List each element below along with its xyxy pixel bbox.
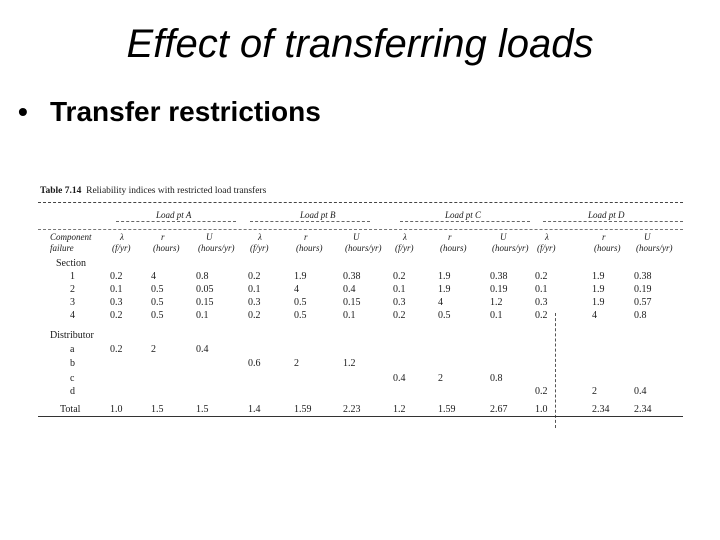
table-cell: 1.9 [438, 284, 451, 295]
table-cell: 4 [438, 297, 443, 308]
table-cell: 0.1 [196, 310, 209, 321]
table-cell: 0.2 [248, 310, 261, 321]
total-cell: 1.2 [393, 404, 406, 415]
metric-symbol-header: r [161, 232, 165, 242]
table-cell: 0.15 [343, 297, 361, 308]
table-cell: 1.9 [592, 271, 605, 282]
table-cell: 0.19 [634, 284, 652, 295]
metric-symbol-header: r [602, 232, 606, 242]
table-cell: 1.9 [438, 271, 451, 282]
table-cell: 0.38 [343, 271, 361, 282]
slide-title: Effect of transferring loads [126, 22, 594, 66]
row-label: c [70, 373, 75, 384]
scan-artifact-line [555, 313, 556, 428]
table-cell: 0.2 [535, 271, 548, 282]
table-cell: 0.4 [343, 284, 356, 295]
metric-symbol-header: λ [403, 232, 407, 242]
table-cell: 0.2 [110, 310, 123, 321]
table-top-rule [38, 202, 683, 203]
table-cell: 0.2 [110, 344, 123, 355]
table-cell: 0.1 [490, 310, 503, 321]
bullet-dot: • [18, 96, 28, 127]
row-label: 2 [70, 284, 75, 295]
total-cell: 2.67 [490, 404, 508, 415]
table-cell: 0.6 [248, 358, 261, 369]
table-bottom-rule [38, 416, 683, 417]
table-cell: 4 [294, 284, 299, 295]
metric-unit-header: (hours) [296, 243, 323, 253]
row-label: b [70, 358, 75, 369]
table-cell: 2 [151, 344, 156, 355]
table-cell: 2 [294, 358, 299, 369]
section-label: Section [56, 258, 86, 269]
table-cell: 0.3 [248, 297, 261, 308]
metric-symbol-header: r [448, 232, 452, 242]
table-cell: 0.2 [535, 310, 548, 321]
total-cell: 1.59 [438, 404, 456, 415]
table-cell: 2 [592, 386, 597, 397]
table-cell: 1.2 [490, 297, 503, 308]
table-cell: 0.8 [490, 373, 503, 384]
total-cell: 2.23 [343, 404, 361, 415]
table-cell: 0.5 [151, 284, 164, 295]
table-cell: 0.1 [110, 284, 123, 295]
total-cell: 1.59 [294, 404, 312, 415]
table-cell: 0.1 [343, 310, 356, 321]
table-cell: 4 [592, 310, 597, 321]
failure-header: failure [50, 243, 74, 253]
metric-unit-header: (hours) [440, 243, 467, 253]
total-cell: 2.34 [592, 404, 610, 415]
table-cell: 0.2 [535, 386, 548, 397]
table-cell: 1.9 [592, 297, 605, 308]
table-cell: 0.5 [294, 310, 307, 321]
table-cell: 0.3 [110, 297, 123, 308]
metric-unit-header: (hours) [594, 243, 621, 253]
metric-unit-header: (f/yr) [395, 243, 414, 253]
metric-unit-header: (f/yr) [537, 243, 556, 253]
table-cell: 0.2 [248, 271, 261, 282]
table-cell: 2 [438, 373, 443, 384]
metric-symbol-header: λ [545, 232, 549, 242]
group-underline-d [543, 221, 683, 222]
bullet-text: Transfer restrictions [50, 96, 321, 127]
total-cell: 1.5 [196, 404, 209, 415]
metric-unit-header: (f/yr) [250, 243, 269, 253]
group-underline-a [116, 221, 236, 222]
table-cell: 1.9 [592, 284, 605, 295]
metric-unit-header: (hours/yr) [345, 243, 382, 253]
row-label: 3 [70, 297, 75, 308]
metric-symbol-header: λ [120, 232, 124, 242]
table-cell: 0.5 [438, 310, 451, 321]
metric-symbol-header: U [206, 232, 213, 242]
metric-unit-header: (hours/yr) [198, 243, 235, 253]
table-cell: 0.38 [634, 271, 652, 282]
table-cell: 0.2 [110, 271, 123, 282]
group-header-c: Load pt C [445, 210, 482, 220]
total-cell: 1.0 [110, 404, 123, 415]
table-cell: 1.9 [294, 271, 307, 282]
metric-symbol-header: U [353, 232, 360, 242]
total-cell: 1.4 [248, 404, 261, 415]
table-cell: 0.38 [490, 271, 508, 282]
table-cell: 0.1 [535, 284, 548, 295]
table-cell: 0.5 [151, 297, 164, 308]
table-cell: 0.8 [196, 271, 209, 282]
reliability-table-image [38, 183, 683, 428]
group-header-d: Load pt D [588, 210, 625, 220]
table-cell: 0.3 [535, 297, 548, 308]
table-cell: 0.1 [393, 284, 406, 295]
table-caption-number: Table 7.14 [40, 186, 82, 196]
table-cell: 4 [151, 271, 156, 282]
metric-unit-header: (f/yr) [112, 243, 131, 253]
total-cell: 1.0 [535, 404, 548, 415]
header-rule [38, 229, 683, 230]
table-cell: 0.15 [196, 297, 214, 308]
table-cell: 0.4 [196, 344, 209, 355]
distributor-label: Distributor [50, 330, 94, 341]
row-label: 1 [70, 271, 75, 282]
table-caption [40, 186, 266, 196]
total-label: Total [60, 404, 81, 415]
table-cell: 0.5 [151, 310, 164, 321]
metric-unit-header: (hours/yr) [636, 243, 673, 253]
row-label: a [70, 344, 75, 355]
total-cell: 1.5 [151, 404, 164, 415]
table-cell: 0.5 [294, 297, 307, 308]
table-cell: 0.4 [393, 373, 406, 384]
metric-symbol-header: r [304, 232, 308, 242]
group-underline-c [400, 221, 530, 222]
metric-unit-header: (hours) [153, 243, 180, 253]
group-header-b: Load pt B [300, 210, 336, 220]
group-header-a: Load pt A [156, 210, 192, 220]
metric-unit-header: (hours/yr) [492, 243, 529, 253]
table-cell: 0.05 [196, 284, 214, 295]
bullet-item [18, 96, 321, 128]
table-cell: 1.2 [343, 358, 356, 369]
total-cell: 2.34 [634, 404, 652, 415]
metric-symbol-header: U [500, 232, 507, 242]
table-cell: 0.1 [248, 284, 261, 295]
table-cell: 0.8 [634, 310, 647, 321]
table-cell: 0.2 [393, 310, 406, 321]
metric-symbol-header: U [644, 232, 651, 242]
table-cell: 0.19 [490, 284, 508, 295]
row-label: 4 [70, 310, 75, 321]
table-cell: 0.3 [393, 297, 406, 308]
table-caption-text: Reliability indices with restricted load transfers [86, 186, 267, 196]
table-cell: 0.57 [634, 297, 652, 308]
table-cell: 0.4 [634, 386, 647, 397]
table-cell: 0.2 [393, 271, 406, 282]
row-label: d [70, 386, 75, 397]
component-header: Component [50, 232, 92, 242]
group-underline-b [250, 221, 370, 222]
metric-symbol-header: λ [258, 232, 262, 242]
